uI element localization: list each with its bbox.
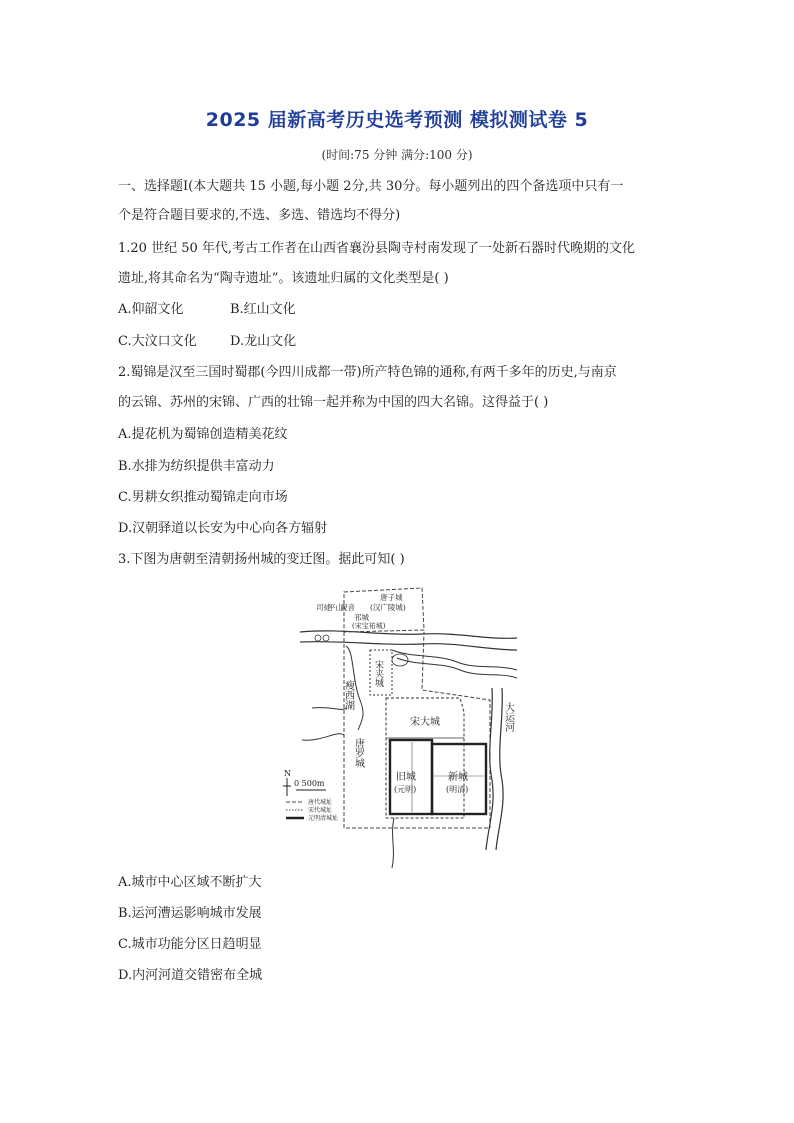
legend-song: 宋代城址	[308, 807, 333, 814]
q1-option-d[interactable]: D.龙山文化	[230, 334, 297, 349]
section-heading-cont: 个是符合题目要求的,不选、多选、错选均不得分)	[118, 208, 401, 223]
q2-option-a[interactable]: A.提花机为蜀锦创造精美花纹	[118, 427, 288, 442]
scale-label: 0 500m	[294, 779, 325, 788]
q3-stem: 3.下图为唐朝至清朝扬州城的变迁图。据此可知( )	[118, 552, 405, 567]
legend-tang: 唐代城址	[308, 799, 333, 806]
q2-stem-cont: 的云锦、苏州的宋锦、广西的壮锦一起并称为中国的四大名锦。这得益于( )	[118, 395, 549, 410]
q3-option-b[interactable]: B.运河漕运影响城市发展	[118, 906, 262, 921]
q2-stem: 2.蜀锦是汉至三国时蜀郡(今四川成都一带)所产特色锦的通称,有两千多年的历史,与南京	[118, 365, 617, 380]
q3-option-a[interactable]: A.城市中心区域不断扩大	[118, 875, 262, 890]
label-west-3: 观音	[340, 603, 355, 612]
label-west-1: 司徒	[316, 603, 331, 612]
label-baoyou-2: (宋宝祐城)	[352, 622, 386, 630]
section-heading: 一、选择题Ⅰ(本大题共 15 小题,每小题 2分,共 30分。每小题列出的四个备选项中只有一	[118, 179, 624, 194]
q1-option-c[interactable]: C.大汶口文化	[118, 334, 197, 349]
q2-option-c[interactable]: C.男耕女织推动蜀锦走向市场	[118, 490, 288, 505]
label-songjiacheng: 宋夹城	[373, 660, 383, 687]
legend-yuanmingqing: 元明清城址	[308, 815, 339, 822]
q1-option-b[interactable]: B.红山文化	[230, 302, 296, 317]
label-xincheng: 新城	[448, 772, 468, 783]
exam-info: (时间:75 分钟 满分:100 分)	[321, 148, 473, 162]
yangzhou-city-map	[282, 580, 522, 870]
north-label: N	[284, 769, 291, 778]
label-hanguangling: (汉广陵城)	[370, 603, 406, 612]
page-title: 2025 届新高考历史选考预测 模拟测试卷 5	[205, 109, 589, 131]
label-tangluocheng: 唐罗城	[352, 738, 364, 768]
label-mingqing: (明清)	[446, 785, 469, 794]
q1-option-a[interactable]: A.仰韶文化	[118, 302, 184, 317]
label-baoyou-1: 邗城	[354, 613, 369, 622]
q2-option-b[interactable]: B.水排为纺织提供丰富动力	[118, 459, 275, 474]
q1-stem: 1.20 世纪 50 年代,考古工作者在山西省襄汾县陶寺村南发现了一处新石器时代晚期的文化	[118, 241, 636, 256]
label-tangzicheng: 唐子城	[380, 593, 403, 602]
q3-option-c[interactable]: C.城市功能分区日趋明显	[118, 937, 262, 952]
label-dayunhe: 大运河	[502, 702, 514, 732]
q3-option-d[interactable]: D.内河河道交错密布全城	[118, 968, 263, 983]
label-west-2: 平山	[328, 603, 343, 612]
q2-option-d[interactable]: D.汉朝驿道以长安为中心向各方辐射	[118, 521, 328, 536]
q1-stem-cont: 遗址,将其命名为“陶寺遗址”。该遗址归属的文化类型是( )	[118, 271, 449, 286]
label-yuanming: (元明)	[394, 785, 417, 794]
label-songdacheng: 宋大城	[410, 717, 440, 728]
label-shouxihu: 瘦西湖	[342, 680, 354, 710]
label-jiucheng: 旧城	[396, 772, 416, 783]
